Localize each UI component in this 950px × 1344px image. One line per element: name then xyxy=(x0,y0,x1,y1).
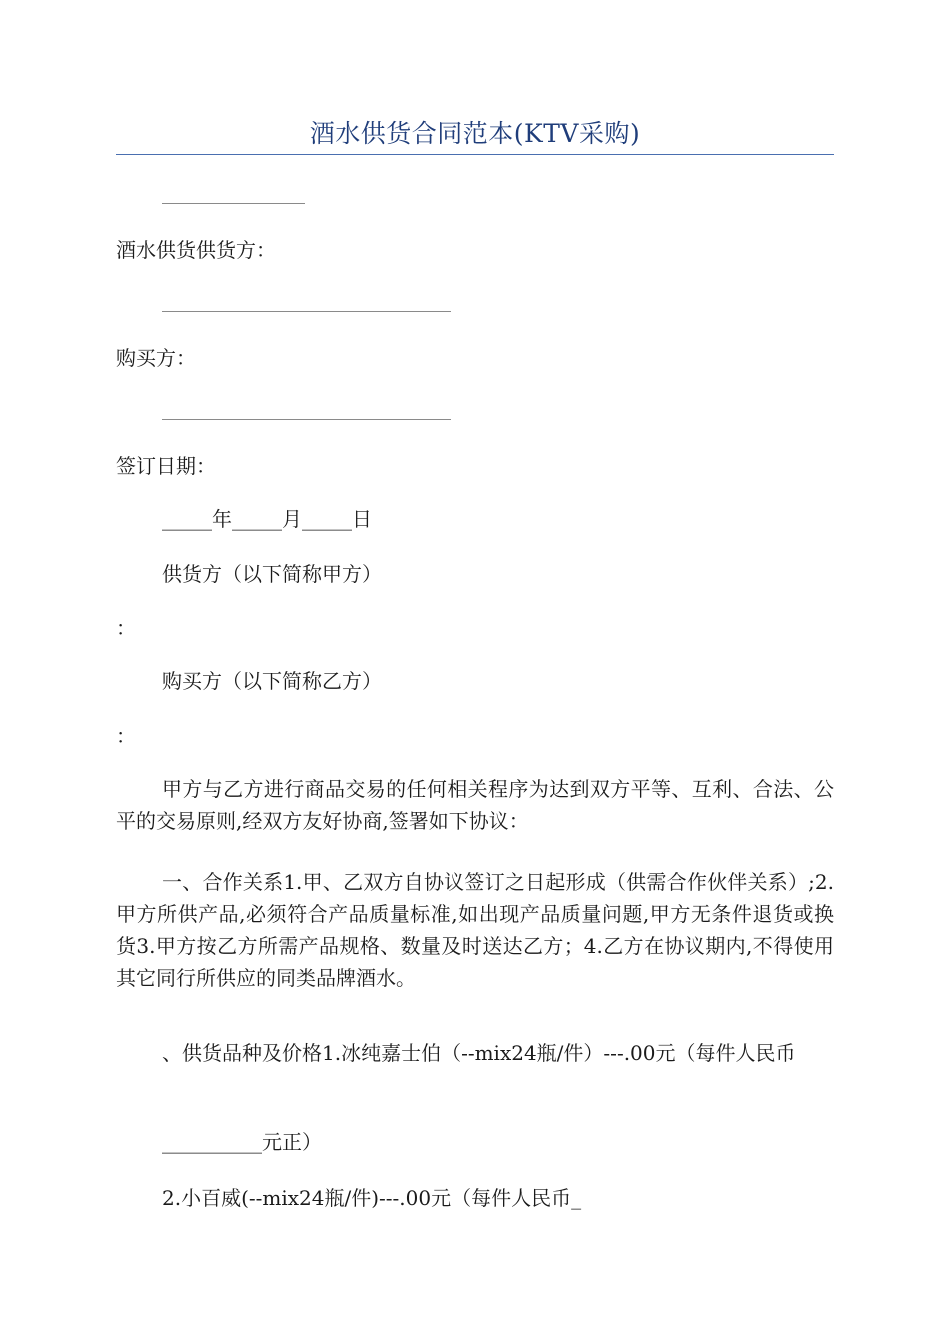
buyer-blank-line xyxy=(162,419,451,420)
party-b-line: 购买方（以下简称乙方） xyxy=(162,669,382,693)
section-2-paragraph: 、供货品种及价格1.冰纯嘉士伯（--mix24瓶/件）---.00元（每件人民币 xyxy=(162,1041,796,1065)
buyer-label: 购买方： xyxy=(116,346,196,370)
title-divider xyxy=(116,154,834,155)
blank-line-top xyxy=(162,203,305,204)
party-b-colon: ： xyxy=(116,724,136,748)
section-1-paragraph: 一、合作关系1.甲、乙双方自协议签订之日起形成（供需合作伙伴关系）;2.甲方所供产品,必须符合产品质量标准,如出现产品质量问题,甲方无条件退货或换货3.甲方按乙方所需产品规格、数量及时送达乙方；4.乙方在协议期内,不得使用其它同行所供应的同类品牌酒水。 xyxy=(116,870,834,990)
supplier-blank-line xyxy=(162,311,451,312)
date-line: _____年_____月_____日 xyxy=(162,507,372,531)
sign-date-label: 签订日期： xyxy=(116,454,216,478)
supplier-label: 酒水供货供货方： xyxy=(116,238,276,262)
party-a-colon: ： xyxy=(116,616,136,640)
yuan-line: __________元正） xyxy=(162,1130,322,1154)
item-2-line: 2.小百威(--mix24瓶/件)---.00元（每件人民币_ xyxy=(162,1186,582,1210)
document-title: 酒水供货合同范本(KTV采购) xyxy=(309,119,641,148)
intro-paragraph: 甲方与乙方进行商品交易的任何相关程序为达到双方平等、互利、合法、公平的交易原则,经双方友好协商,签署如下协议： xyxy=(116,777,834,833)
party-a-line: 供货方（以下简称甲方） xyxy=(162,562,382,586)
